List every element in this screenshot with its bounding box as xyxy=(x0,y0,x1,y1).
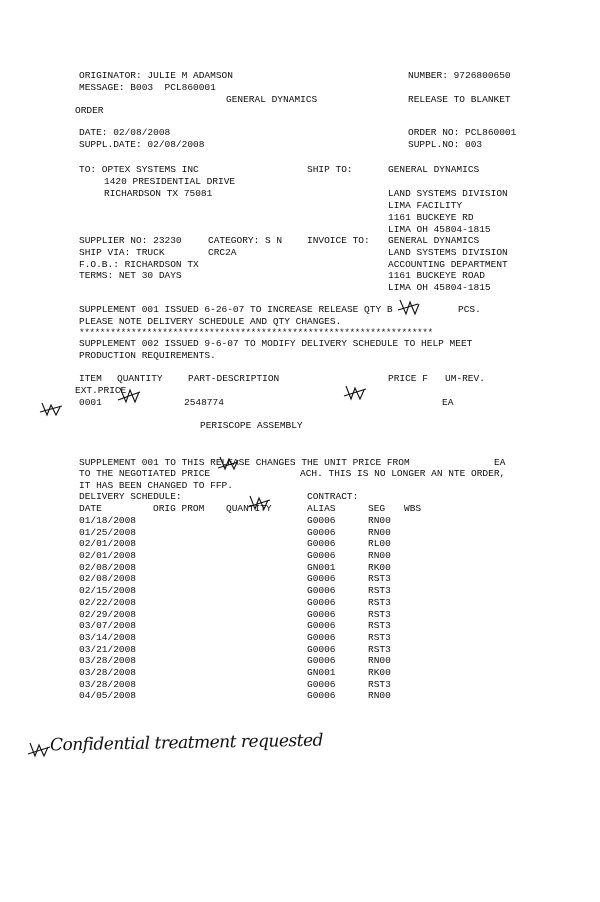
schedule-seg: RST3 xyxy=(368,620,391,632)
schedule-seg: RK00 xyxy=(368,561,391,573)
supplier-no: SUPPLIER NO: 23230 xyxy=(79,235,182,246)
invoice-to-line: 1161 BUCKEYE ROAD xyxy=(388,270,485,281)
ship-to-line: LAND SYSTEMS DIVISION xyxy=(388,188,508,199)
schedule-seg: RN00 xyxy=(368,515,391,526)
fob: F.O.B.: RICHARDSON TX xyxy=(79,259,199,270)
order-word: ORDER xyxy=(75,105,104,116)
invoice-to-label: INVOICE TO: xyxy=(307,235,370,246)
redaction-mark xyxy=(28,743,50,756)
schedule-date: 03/07/2008 xyxy=(79,620,137,632)
schedule-alias: G0006 xyxy=(307,690,336,702)
schedule-seg: RST3 xyxy=(368,608,391,620)
col-part-description: PART-DESCRIPTION xyxy=(188,373,280,384)
schedule-date: 03/28/2008 xyxy=(79,655,137,667)
date: DATE: 02/08/2008 xyxy=(79,127,171,138)
schedule-date: 03/28/2008 xyxy=(79,666,137,678)
suppl-no: SUPPL.NO: 003 xyxy=(408,139,483,150)
col-um-rev: UM-REV. xyxy=(445,373,485,384)
originator: ORIGINATOR: JULIE M ADAMSON xyxy=(79,70,233,81)
ship-to-line: LIMA FACILITY xyxy=(388,200,463,211)
col-seg: SEG xyxy=(368,503,386,514)
category: CATEGORY: S N xyxy=(208,235,283,246)
note-line-1: SUPPLEMENT 001 TO THIS RELEASE CHANGES THE UNIT PRICE FROM xyxy=(79,457,410,468)
schedule-seg: RST3 xyxy=(368,631,391,643)
number: NUMBER: 9726800650 xyxy=(408,70,511,81)
suppl-date: SUPPL.DATE: 02/08/2008 xyxy=(79,139,205,150)
invoice-to-line: ACCOUNTING DEPARTMENT xyxy=(388,259,508,270)
schedule-alias: G0006 xyxy=(307,515,336,526)
schedule-date: 02/22/2008 xyxy=(79,596,137,608)
schedule-alias: G0006 xyxy=(307,526,336,538)
schedule-date: 02/08/2008 xyxy=(79,573,137,585)
schedule-alias: G0006 xyxy=(307,631,336,643)
ship-to-label: SHIP TO: xyxy=(307,164,353,175)
part-number: 2548774 xyxy=(184,397,224,408)
contract-label: CONTRACT: xyxy=(307,491,359,502)
invoice-to-line: LAND SYSTEMS DIVISION xyxy=(388,247,508,258)
schedule-alias: G0006 xyxy=(307,573,336,585)
schedule-date: 01/25/2008 xyxy=(79,526,137,538)
separator-stars: ******************************************************************** xyxy=(79,327,433,338)
message: MESSAGE: B003 PCL860001 xyxy=(79,82,216,93)
to-line-1: TO: OPTEX SYSTEMS INC xyxy=(79,164,199,175)
unit-measure: EA xyxy=(442,397,454,408)
ship-code: CRC2A xyxy=(208,247,237,258)
schedule-date: 03/21/2008 xyxy=(79,643,137,655)
supplement-2-line-1: SUPPLEMENT 002 ISSUED 9-6-07 TO MODIFY DELIVERY SCHEDULE TO HELP MEET xyxy=(79,338,473,349)
schedule-alias: G0006 xyxy=(307,585,336,597)
redaction-mark xyxy=(344,386,366,399)
schedule-seg: RN00 xyxy=(368,526,391,538)
company-title: GENERAL DYNAMICS xyxy=(226,94,318,105)
schedule-date: 02/15/2008 xyxy=(79,585,137,597)
col-wbs: WBS xyxy=(404,503,422,514)
redaction-mark xyxy=(398,300,419,314)
note-line-3: IT HAS BEEN CHANGED TO FFP. xyxy=(79,480,233,491)
schedule-alias: G0006 xyxy=(307,678,336,690)
invoice-to-line: LIMA OH 45804-1815 xyxy=(388,282,491,293)
schedule-seg: RK00 xyxy=(368,666,391,678)
redaction-mark xyxy=(248,496,270,509)
supplement-1-line-2: PLEASE NOTE DELIVERY SCHEDULE AND QTY CHANGES. xyxy=(79,316,342,327)
schedule-seg: RL00 xyxy=(368,538,391,550)
note-line-1-unit: EA xyxy=(494,457,506,468)
schedule-seg: RST3 xyxy=(368,585,391,597)
schedule-alias: GN001 xyxy=(307,666,336,678)
schedule-date: 03/28/2008 xyxy=(79,678,137,690)
schedule-seg: RN00 xyxy=(368,550,391,562)
to-line-3: RICHARDSON TX 75081 xyxy=(104,188,213,199)
schedule-alias: G0006 xyxy=(307,596,336,608)
schedule-date: 02/01/2008 xyxy=(79,538,137,550)
schedule-date: 02/08/2008 xyxy=(79,561,137,573)
schedule-seg: RST3 xyxy=(368,573,391,585)
item-description: PERISCOPE ASSEMBLY xyxy=(200,420,303,431)
schedule-alias: G0006 xyxy=(307,608,336,620)
ship-to-line: LIMA OH 45804-1815 xyxy=(388,224,491,235)
release-title: RELEASE TO BLANKET xyxy=(408,94,511,105)
col-item: ITEM xyxy=(79,373,102,384)
terms: TERMS: NET 30 DAYS xyxy=(79,270,182,281)
schedule-date: 04/05/2008 xyxy=(79,690,137,702)
schedule-seg: RN00 xyxy=(368,655,391,667)
to-line-2: 1420 PRESIDENTIAL DRIVE xyxy=(104,176,236,187)
col-ext-price: EXT.PRICE xyxy=(75,385,127,396)
schedule-alias: GN001 xyxy=(307,561,336,573)
schedule-date: 01/18/2008 xyxy=(79,515,137,526)
ship-to-line: 1161 BUCKEYE RD xyxy=(388,212,474,223)
schedule-date: 02/01/2008 xyxy=(79,550,137,562)
schedule-seg: RST3 xyxy=(368,643,391,655)
confidential-handwritten-note: Confidential treatment requested xyxy=(49,730,324,756)
ship-to-line: GENERAL DYNAMICS xyxy=(388,164,480,175)
schedule-alias: G0006 xyxy=(307,643,336,655)
col-alias: ALIAS xyxy=(307,503,336,514)
note-line-2b: ACH. THIS IS NO LONGER AN NTE ORDER, xyxy=(300,468,506,479)
ship-via: SHIP VIA: TRUCK xyxy=(79,247,165,258)
supplement-1-pcs: PCS. xyxy=(458,304,481,315)
schedule-date: 03/14/2008 xyxy=(79,631,137,643)
schedule-title: DELIVERY SCHEDULE: xyxy=(79,491,182,502)
invoice-to-line: GENERAL DYNAMICS xyxy=(388,235,480,246)
supplement-2-line-2: PRODUCTION REQUIREMENTS. xyxy=(79,350,216,361)
redaction-mark xyxy=(118,388,140,402)
redaction-mark xyxy=(40,403,62,415)
schedule-date: 02/29/2008 xyxy=(79,608,137,620)
redaction-mark xyxy=(218,457,238,469)
schedule-seg: RST3 xyxy=(368,678,391,690)
item-number: 0001 xyxy=(79,397,102,408)
schedule-alias: G0006 xyxy=(307,620,336,632)
note-line-2a: TO THE NEGOTIATED PRICE xyxy=(79,468,211,479)
schedule-seg: RN00 xyxy=(368,690,391,702)
order-no: ORDER NO: PCL860001 xyxy=(408,127,517,138)
col-quantity: QUANTITY xyxy=(117,373,163,384)
col-orig-prom: ORIG PROM xyxy=(153,503,205,514)
supplement-1-line-1: SUPPLEMENT 001 ISSUED 6-26-07 TO INCREASE RELEASE QTY B xyxy=(79,304,393,315)
schedule-alias: G0006 xyxy=(307,655,336,667)
schedule-alias: G0006 xyxy=(307,550,336,562)
col-schedule-quantity: QUANTITY xyxy=(226,503,272,514)
col-date: DATE xyxy=(79,503,102,514)
col-price: PRICE F xyxy=(388,373,428,384)
schedule-alias: G0006 xyxy=(307,538,336,550)
schedule-seg: RST3 xyxy=(368,596,391,608)
